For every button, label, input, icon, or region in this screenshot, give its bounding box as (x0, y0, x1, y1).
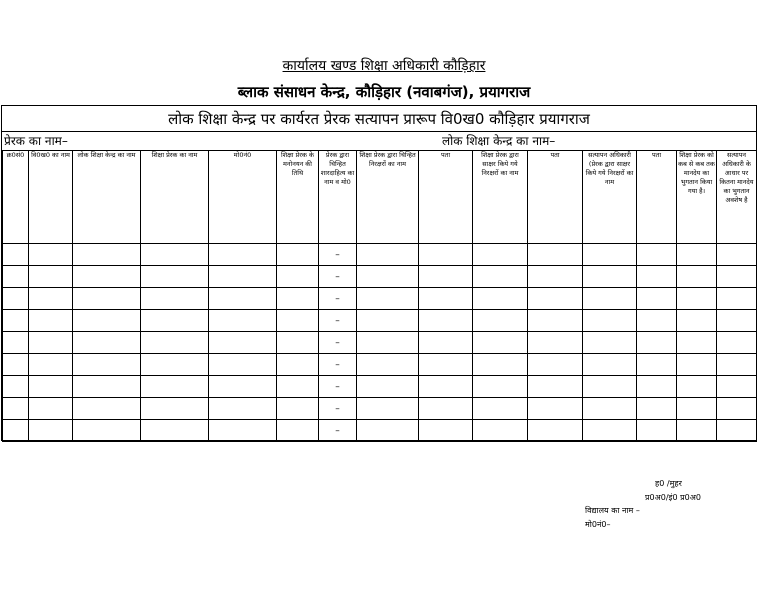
table-cell (141, 288, 209, 310)
table-cell (717, 288, 757, 310)
table-cell (419, 376, 473, 398)
table-cell (419, 288, 473, 310)
table-cell (677, 266, 717, 288)
column-header: शिक्षा प्रेरक के मनोनयन की तिथि (277, 151, 319, 244)
table-cell (528, 420, 583, 442)
table-cell (528, 310, 583, 332)
table-cell (277, 310, 319, 332)
table-cell (717, 310, 757, 332)
table-cell (583, 266, 637, 288)
table-cell: – (319, 398, 357, 420)
table-cell (29, 420, 73, 442)
table-cell (209, 266, 277, 288)
table-cell (277, 288, 319, 310)
table-cell (209, 420, 277, 442)
table-cell (473, 310, 528, 332)
table-cell (528, 244, 583, 266)
verification-form (1, 105, 757, 441)
table-cell (73, 288, 141, 310)
table-cell (528, 332, 583, 354)
table-cell (3, 288, 29, 310)
table-cell (583, 398, 637, 420)
table-cell (637, 376, 677, 398)
table-cell (3, 266, 29, 288)
table-cell (528, 288, 583, 310)
table-cell (209, 288, 277, 310)
table-cell (277, 266, 319, 288)
table-row (3, 332, 757, 354)
table-cell (29, 354, 73, 376)
column-header: मो0नं0 (209, 151, 277, 244)
table-cell (677, 332, 717, 354)
table-cell (583, 310, 637, 332)
table-body (3, 244, 757, 442)
column-header: पता (637, 151, 677, 244)
office-heading: कार्यालय खण्ड शिक्षा अधिकारी कौड़िहार (282, 58, 486, 74)
table-cell (583, 376, 637, 398)
table-cell (277, 332, 319, 354)
column-header: सत्यापन अधिकारी के आधार पर कितना मानदेय का भुगतान अवशेष है (717, 151, 757, 244)
column-header: क्र0सं0 (3, 151, 29, 244)
block-heading: ब्लाक संसाधन केन्द्र, कौड़िहार (नवाबगंज), प्रयागराज (237, 83, 531, 101)
designation: प्र0अ0/इं0 प्र0अ0 (645, 493, 701, 502)
table-cell (73, 244, 141, 266)
table-cell: – (319, 354, 357, 376)
table-cell (419, 420, 473, 442)
table-cell (473, 398, 528, 420)
table-cell (29, 244, 73, 266)
prerak-name-label: प्रेरक का नाम– (4, 134, 68, 148)
table-cell (3, 310, 29, 332)
table-cell (717, 354, 757, 376)
table-row (3, 310, 757, 332)
table-cell (141, 376, 209, 398)
table-cell (357, 288, 419, 310)
table-cell (73, 420, 141, 442)
column-header: शिक्षा प्रेरक का नाम (141, 151, 209, 244)
table-cell (677, 354, 717, 376)
table-cell (583, 244, 637, 266)
table-cell (3, 332, 29, 354)
table-cell (583, 354, 637, 376)
table-cell (73, 376, 141, 398)
table-cell (528, 376, 583, 398)
table-cell: – (319, 244, 357, 266)
table-cell (209, 244, 277, 266)
table-cell (528, 354, 583, 376)
table-cell (277, 354, 319, 376)
table-cell (29, 266, 73, 288)
table-cell (419, 354, 473, 376)
table-cell (637, 310, 677, 332)
table-cell (357, 310, 419, 332)
table-cell: – (319, 266, 357, 288)
column-header: शिक्षा प्रेरक को कब से कब तक मानदेय का भुगतान किया गया है। (677, 151, 717, 244)
table-cell (29, 310, 73, 332)
table-cell (141, 244, 209, 266)
table-cell (357, 244, 419, 266)
table-cell (677, 420, 717, 442)
table-row (3, 376, 757, 398)
table-cell (637, 288, 677, 310)
table-cell (73, 266, 141, 288)
table-cell (29, 332, 73, 354)
table-cell: – (319, 420, 357, 442)
table-cell (473, 266, 528, 288)
table-cell (473, 376, 528, 398)
table-cell (677, 288, 717, 310)
column-header: शिक्षा प्रेरक द्वारा चिन्हित निरक्षरों का नाम (357, 151, 419, 244)
table-cell (637, 398, 677, 420)
school-name-label: विद्यालय का नाम – (585, 506, 640, 515)
table-cell (209, 376, 277, 398)
table-cell (357, 332, 419, 354)
table-cell (717, 244, 757, 266)
table-cell (29, 288, 73, 310)
table-cell (209, 310, 277, 332)
table-cell (277, 376, 319, 398)
table-cell (3, 420, 29, 442)
table-cell (277, 398, 319, 420)
names-row (2, 132, 756, 150)
table-cell: – (319, 376, 357, 398)
table-cell (419, 332, 473, 354)
table-cell (141, 398, 209, 420)
column-header: शिक्षा प्रेरक द्वारा साक्षर किये गये निरक्षरों का नाम (473, 151, 528, 244)
table-row (3, 288, 757, 310)
table-cell (209, 354, 277, 376)
table-cell (473, 288, 528, 310)
table-cell (141, 420, 209, 442)
table-row (3, 420, 757, 442)
table-cell: – (319, 310, 357, 332)
table-cell (3, 244, 29, 266)
table-cell (637, 244, 677, 266)
table-cell (73, 398, 141, 420)
table-row (3, 398, 757, 420)
table-cell (419, 266, 473, 288)
table-cell (717, 420, 757, 442)
table-cell (637, 332, 677, 354)
verification-table (2, 150, 757, 442)
table-cell: – (319, 332, 357, 354)
table-cell (677, 244, 717, 266)
table-cell (583, 288, 637, 310)
table-cell (209, 332, 277, 354)
table-cell (637, 420, 677, 442)
table-cell (277, 420, 319, 442)
table-cell (677, 398, 717, 420)
table-cell (209, 398, 277, 420)
column-header: सत्यापन अधिकारी (प्रेरक द्वारा साक्षर किये गये निरक्षरों का नाम (583, 151, 637, 244)
table-cell (357, 376, 419, 398)
table-cell (717, 398, 757, 420)
table-cell (73, 332, 141, 354)
form-title: लोक शिक्षा केन्द्र पर कार्यरत प्रेरक सत्यापन प्रारूप वि0ख0 कौड़िहार प्रयागराज (2, 106, 756, 132)
table-cell (473, 244, 528, 266)
table-cell (717, 266, 757, 288)
table-cell (419, 310, 473, 332)
table-cell (3, 398, 29, 420)
table-cell (277, 244, 319, 266)
center-name-label: लोक शिक्षा केन्द्र का नाम– (442, 134, 556, 148)
table-cell (29, 398, 73, 420)
table-cell (73, 354, 141, 376)
column-header: प्रेरक द्वारा चिन्हित शारदाहित्य का नाम व मो0 (319, 151, 357, 244)
table-cell (637, 266, 677, 288)
table-row (3, 244, 757, 266)
table-cell (141, 310, 209, 332)
table-cell (357, 398, 419, 420)
table-cell (717, 332, 757, 354)
table-cell (528, 398, 583, 420)
table-cell (357, 354, 419, 376)
table-cell (357, 420, 419, 442)
table-cell (73, 310, 141, 332)
table-cell (677, 310, 717, 332)
column-header: पता (528, 151, 583, 244)
table-cell (357, 266, 419, 288)
table-cell (677, 376, 717, 398)
table-cell (637, 354, 677, 376)
table-row (3, 266, 757, 288)
column-header: वि0ख0 का नाम (29, 151, 73, 244)
table-cell (419, 244, 473, 266)
column-header: पता (419, 151, 473, 244)
table-cell (528, 266, 583, 288)
table-cell (473, 420, 528, 442)
table-cell (473, 332, 528, 354)
mobile-label: मो0नं0– (585, 520, 611, 529)
table-cell (717, 376, 757, 398)
table-cell (3, 376, 29, 398)
table-header-row (3, 151, 757, 244)
table-cell (419, 398, 473, 420)
sign-seal: ह0 /मुहर (655, 479, 682, 488)
table-row (3, 354, 757, 376)
table-cell (473, 354, 528, 376)
column-header: लोक शिक्षा केन्द्र का नाम (73, 151, 141, 244)
table-cell (141, 266, 209, 288)
table-cell (29, 376, 73, 398)
table-cell: – (319, 288, 357, 310)
table-cell (583, 420, 637, 442)
table-cell (141, 354, 209, 376)
table-cell (141, 332, 209, 354)
table-cell (3, 354, 29, 376)
table-cell (583, 332, 637, 354)
